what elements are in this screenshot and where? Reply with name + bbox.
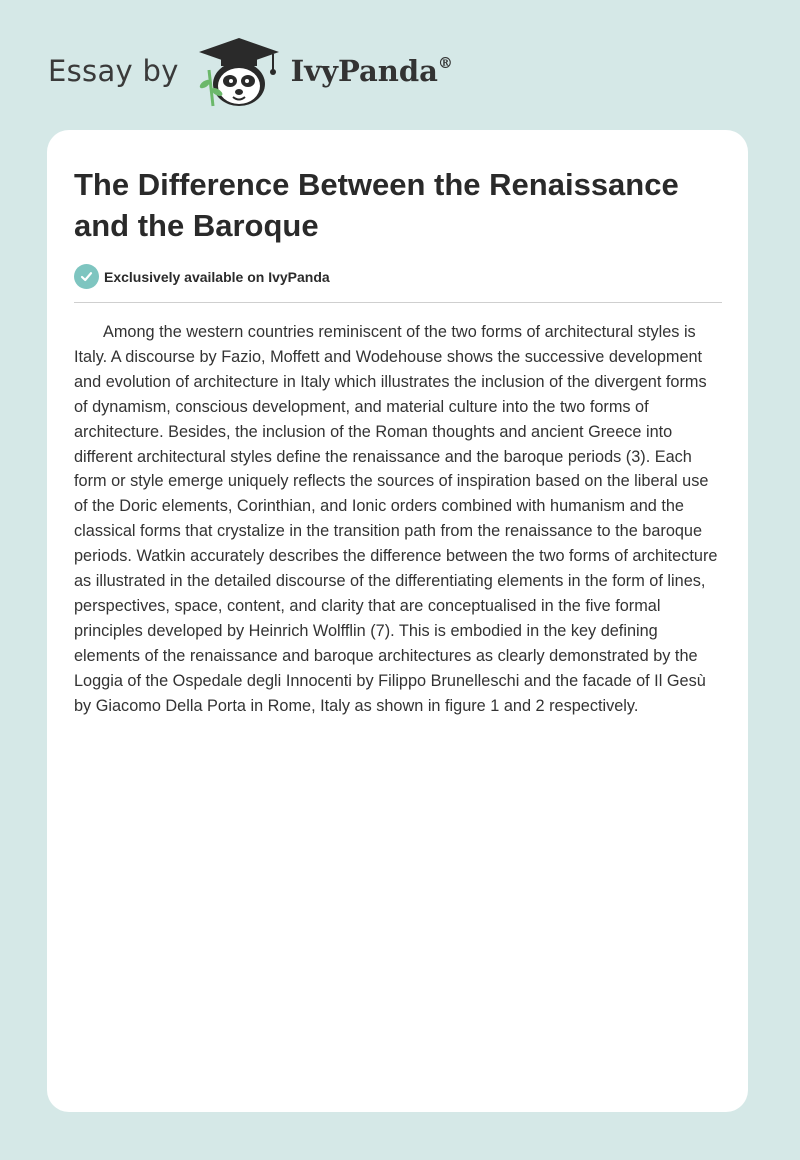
- essay-by-label: Essay by: [48, 54, 179, 88]
- registered-mark: ®: [437, 54, 453, 73]
- badge-label: Exclusively available on IvyPanda: [104, 268, 330, 285]
- brand-name[interactable]: IvyPanda®: [290, 54, 453, 88]
- panda-logo-icon[interactable]: [193, 34, 285, 108]
- checkmark-icon: [74, 264, 99, 289]
- divider: [74, 302, 722, 303]
- page-title: The Difference Between the Renaissance and the Baroque: [74, 167, 679, 243]
- exclusive-badge: [74, 264, 330, 289]
- essay-paragraph: Among the western countries reminiscent of the two forms of architectural styles is Italy. A discourse by Fazio, Moffett and Wodehouse shows the successive development and evolution of architecture in Italy which illustrates the inclusion of the divergent forms of dynamism, conscious development, and material culture into the two forms of architecture. Besides, the inclusion of the Roman thoughts and ancient Greece into different architectural styles define the renaissance and the baroque periods (3). Each form or style emerge uniquely reflects the sources of inspiration based on the liberal use of the Doric elements, Corinthian, and Ionic orders combined with humanism and the classical forms that crystalize in the transition path from the renaissance to the baroque periods. Watkin accurately describes the difference between the two forms of architecture as illustrated in the detailed discourse of the differentiating elements in the form of lines, perspectives, space, content, and clarity that are conceptualised in the five formal principles developed by Heinrich Wolfflin (7). This is embodied in the key defining elements of the renaissance and baroque architectures as clearly demonstrated by the Loggia of the Ospedale degli Innocenti by Filippo Brunelleschi and the facade of Il Gesù by Giacomo Della Porta in Rome, Italy as shown in figure 1 and 2 respectively.: [74, 323, 718, 715]
- essay-card: [47, 130, 748, 1112]
- site-header: [48, 34, 548, 108]
